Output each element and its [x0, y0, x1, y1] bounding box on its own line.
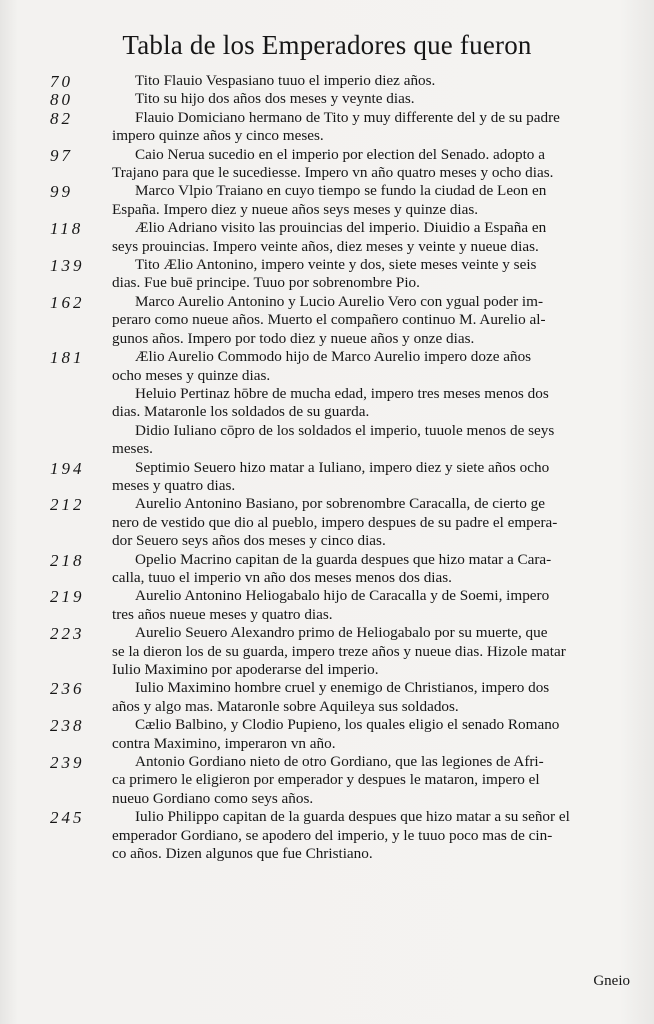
entry-text-line: impero quinze años y cinco meses. [112, 127, 324, 145]
list-item [0, 716, 654, 753]
entry-text-line: Trajano para que le sucediesse. Impero vn año quatro meses y ocho dias. [112, 164, 554, 182]
year-number: 80 [50, 90, 73, 110]
year-number: 239 [50, 753, 85, 773]
year-number: 238 [50, 716, 85, 736]
entry-text-line: nero de vestido que dio al pueblo, impero despues de su padre el empera- [112, 513, 558, 531]
entry-text-line: Iulio Philippo capitan de la guarda despues que hizo matar a su señor el [135, 808, 570, 826]
entry-text-line: dias. Fue buē principe. Tuuo por sobrenombre Pio. [112, 274, 420, 292]
page-title: Tabla de los Emperadores que fueron [122, 30, 532, 60]
entry-text-line: España. Impero diez y nueue años seys meses y quinze dias. [112, 200, 479, 218]
entry-text-line: meses. [112, 440, 153, 458]
year-number: 223 [50, 624, 85, 644]
year-number: 139 [50, 256, 85, 276]
list-item [0, 219, 654, 256]
entry-text-line: Aurelio Antonino Heliogabalo hijo de Caracalla y de Soemi, impero [135, 587, 550, 605]
entry-text-line: Heluio Pertinaz hōbre de mucha edad, impero tres meses menos dos [135, 384, 549, 402]
entry-text-line: Didio Iuliano cōpro de los soldados el imperio, tuuole menos de seys [135, 421, 555, 439]
entry-text-line: meses y quatro dias. [112, 476, 236, 494]
entry-text-line: Ælio Adriano visito las prouincias del imperio. Diuidio a España en [135, 219, 547, 237]
entry-text-line: emperador Gordiano, se apodero del imperio, y le tuuo poco mas de cin- [112, 826, 553, 844]
year-number: 218 [50, 550, 85, 570]
entry-text-line: Flauio Domiciano hermano de Tito y muy differente del y de su padre [135, 108, 560, 126]
entry-text-line: Tito Flauio Vespasiano tuuo el imperio diez años. [135, 72, 436, 89]
year-number: 194 [50, 458, 85, 478]
entry-text-line: ocho meses y quinze dias. [112, 366, 271, 384]
year-number: 245 [50, 808, 85, 828]
entry-text-line: Marco Aurelio Antonino y Lucio Aurelio Vero con ygual poder im- [135, 292, 544, 310]
entry-text-line: Tito Ælio Antonino, impero veinte y dos, siete meses veinte y seis [135, 256, 537, 274]
list-item [0, 90, 654, 108]
list-item [0, 624, 654, 679]
list-item [0, 422, 654, 459]
list-item [0, 146, 654, 183]
list-item [0, 256, 654, 293]
list-item [0, 72, 654, 90]
entry-text-line: dias. Mataronle los soldados de su guarda. [112, 403, 370, 421]
list-item [0, 753, 654, 808]
entry-text-line: años y algo mas. Mataronle sobre Aquileya sus soldados. [112, 697, 459, 715]
year-number: 70 [50, 72, 73, 91]
year-number: 99 [50, 182, 73, 202]
entry-text-line: Iulio Maximino por apoderarse del imperio. [112, 661, 379, 678]
list-item [0, 808, 654, 863]
entry-text-line: tres años nueue meses y quatro dias. [112, 605, 333, 623]
entry-text-line: Cælio Balbino, y Clodio Pupieno, los quales eligio el senado Romano [135, 716, 560, 734]
year-number: 212 [50, 495, 85, 515]
year-number: 97 [50, 145, 73, 165]
entry-text-line: ca primero le eligieron por emperador y despues le mataron, impero el [112, 771, 540, 789]
list-item [0, 679, 654, 716]
year-number: 181 [50, 348, 85, 368]
entry-text-line: gunos años. Impero por todo diez y nueue años y onze dias. [112, 329, 475, 347]
year-number: 219 [50, 587, 85, 607]
entry-text-line: seys prouincias. Impero veinte años, diez meses y veinte y nueue dias. [112, 237, 539, 255]
year-number: 118 [50, 219, 84, 239]
year-number: 82 [50, 108, 73, 128]
list-item [0, 293, 654, 348]
list-item [0, 182, 654, 219]
list-item [0, 109, 654, 146]
list-item [0, 348, 654, 385]
entry-text-line: Caio Nerua sucedio en el imperio por election del Senado. adopto a [135, 145, 545, 163]
entry-text-line: Aurelio Antonino Basiano, por sobrenombre Caracalla, de cierto ge [135, 495, 545, 513]
entry-text-line: nueuo Gordiano como seys años. [112, 789, 314, 807]
entry-text-line: Aurelio Seuero Alexandro primo de Heliogabalo por su muerte, que [135, 624, 548, 642]
entry-text-line: Opelio Macrino capitan de la guarda despues que hizo matar a Cara- [135, 550, 552, 568]
entry-text-line: se la dieron los de su guarda, impero treze años y nueue dias. Hizole matar [112, 642, 566, 660]
entry-text-line: Ælio Aurelio Commodo hijo de Marco Aurelio impero doze años [135, 348, 532, 366]
entry-text-line: Iulio Maximino hombre cruel y enemigo de Christianos, impero dos [135, 679, 550, 697]
entry-text-line: co años. Dizen algunos que fue Christiano. [112, 845, 373, 863]
list-item [0, 587, 654, 624]
entry-text-line: peraro como nueue años. Muerto el compañero continuo M. Aurelio al- [112, 311, 546, 329]
year-number: 236 [50, 679, 85, 699]
year-number: 162 [50, 292, 85, 312]
entry-text-line: Septimio Seuero hizo matar a Iuliano, impero diez y siete años ocho [135, 458, 550, 476]
entry-text-line: Antonio Gordiano nieto de otro Gordiano, que las legiones de Afri- [135, 753, 544, 771]
entry-text-line: dor Seuero seys años dos meses y cinco dias. [112, 532, 386, 550]
list-item [0, 495, 654, 550]
entry-text-line: contra Maximino, imperaron vn año. [112, 734, 336, 752]
catchword: Gneio [593, 973, 630, 989]
list-item [0, 551, 654, 588]
entry-text-line: calla, tuuo el imperio vn año dos meses menos dos dias. [112, 568, 452, 586]
entry-text-line: Tito su hijo dos años dos meses y veynte dias. [135, 90, 415, 108]
list-item [0, 385, 654, 422]
list-item [0, 459, 654, 496]
entry-text-line: Marco Vlpio Traiano en cuyo tiempo se fundo la ciudad de Leon en [135, 182, 547, 200]
emperor-list [0, 72, 654, 863]
